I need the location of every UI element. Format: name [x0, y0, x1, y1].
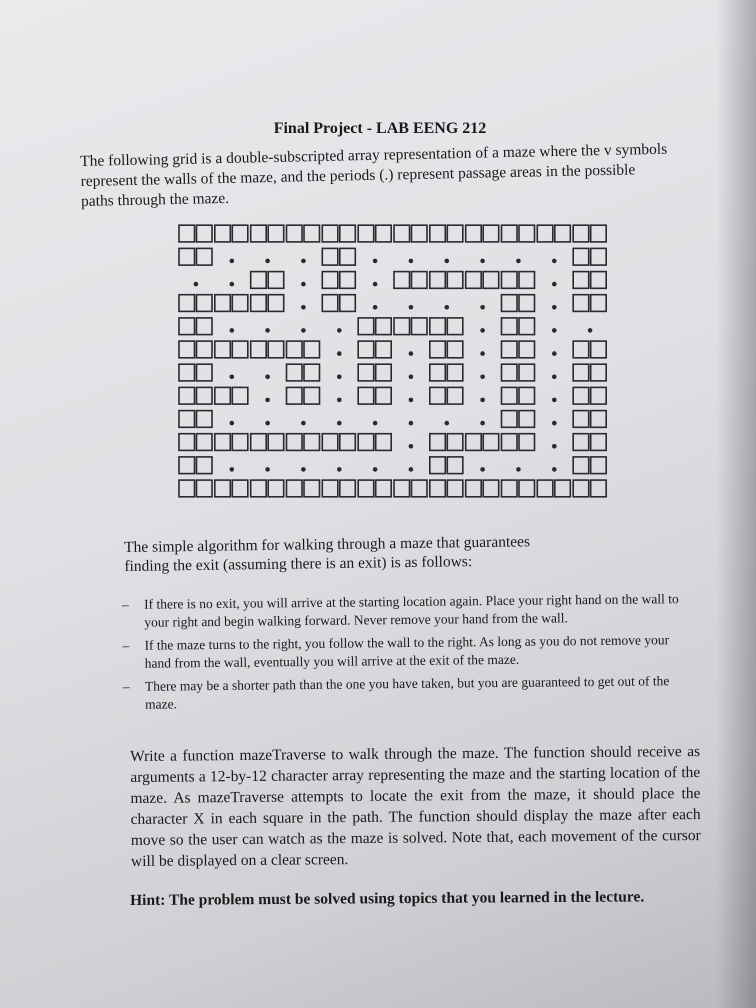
- wall-square-icon: [573, 272, 589, 289]
- wall-square-icon: [447, 387, 463, 404]
- wall-square-icon: [376, 341, 392, 358]
- wall-square-icon: [394, 480, 410, 497]
- passage-dot-icon: [301, 282, 306, 287]
- wall-square-icon: [573, 457, 589, 474]
- passage-dot-icon: [409, 421, 414, 426]
- wall-square-icon: [412, 318, 428, 335]
- passage-dot-icon: [337, 375, 342, 380]
- wall-square-icon: [251, 341, 267, 358]
- wall-square-icon: [502, 295, 518, 312]
- passage-dot-icon: [552, 305, 557, 310]
- wall-square-icon: [197, 411, 213, 428]
- wall-square-icon: [502, 225, 518, 242]
- wall-square-icon: [394, 272, 410, 289]
- wall-square-icon: [430, 272, 446, 289]
- wall-square-icon: [197, 457, 213, 474]
- wall-square-icon: [322, 248, 338, 265]
- wall-square-icon: [322, 480, 338, 497]
- maze-svg: [178, 222, 608, 500]
- wall-square-icon: [197, 434, 213, 451]
- wall-square-icon: [179, 225, 195, 242]
- passage-dot-icon: [480, 375, 485, 380]
- wall-square-icon: [412, 272, 428, 289]
- wall-square-icon: [591, 248, 607, 265]
- wall-square-icon: [573, 248, 589, 265]
- wall-square-icon: [376, 225, 392, 242]
- wall-square-icon: [483, 434, 499, 451]
- wall-square-icon: [466, 272, 482, 289]
- passage-dot-icon: [516, 467, 521, 472]
- passage-dot-icon: [552, 328, 557, 333]
- wall-square-icon: [591, 434, 607, 451]
- passage-dot-icon: [409, 444, 414, 449]
- passage-dot-icon: [552, 398, 557, 403]
- passage-dot-icon: [265, 398, 270, 403]
- passage-dot-icon: [230, 375, 235, 380]
- wall-square-icon: [251, 295, 267, 312]
- wall-square-icon: [287, 434, 303, 451]
- passage-dot-icon: [373, 467, 378, 472]
- passage-dot-icon: [480, 305, 485, 310]
- wall-square-icon: [519, 434, 535, 451]
- wall-square-icon: [591, 387, 607, 404]
- passage-dot-icon: [337, 398, 342, 403]
- passage-dot-icon: [552, 282, 557, 287]
- wall-square-icon: [537, 225, 553, 242]
- passage-dot-icon: [409, 467, 414, 472]
- passage-dot-icon: [552, 421, 557, 426]
- wall-square-icon: [322, 434, 338, 451]
- page-shadow: [716, 0, 756, 1008]
- wall-square-icon: [519, 387, 535, 404]
- wall-square-icon: [197, 480, 213, 497]
- wall-square-icon: [304, 341, 320, 358]
- wall-square-icon: [179, 457, 195, 474]
- passage-dot-icon: [373, 421, 378, 426]
- wall-square-icon: [268, 272, 284, 289]
- wall-square-icon: [573, 341, 589, 358]
- wall-square-icon: [215, 341, 231, 358]
- wall-square-icon: [466, 480, 482, 497]
- wall-square-icon: [358, 225, 374, 242]
- wall-square-icon: [519, 411, 535, 428]
- wall-square-icon: [430, 341, 446, 358]
- wall-square-icon: [483, 480, 499, 497]
- passage-dot-icon: [230, 328, 235, 333]
- wall-square-icon: [376, 480, 392, 497]
- wall-square-icon: [340, 225, 356, 242]
- wall-square-icon: [573, 295, 589, 312]
- passage-dot-icon: [265, 375, 270, 380]
- wall-square-icon: [502, 387, 518, 404]
- wall-square-icon: [179, 411, 195, 428]
- wall-square-icon: [412, 225, 428, 242]
- wall-square-icon: [287, 387, 303, 404]
- wall-square-icon: [519, 364, 535, 381]
- wall-square-icon: [573, 411, 589, 428]
- wall-square-icon: [251, 272, 267, 289]
- wall-square-icon: [215, 434, 231, 451]
- wall-square-icon: [502, 341, 518, 358]
- wall-square-icon: [197, 225, 213, 242]
- wall-square-icon: [232, 387, 248, 404]
- passage-dot-icon: [480, 467, 485, 472]
- wall-square-icon: [197, 295, 213, 312]
- passage-dot-icon: [265, 421, 270, 426]
- passage-dot-icon: [230, 259, 235, 264]
- wall-square-icon: [519, 295, 535, 312]
- wall-square-icon: [179, 387, 195, 404]
- passage-dot-icon: [301, 305, 306, 310]
- wall-square-icon: [179, 341, 195, 358]
- algorithm-intro: The simple algorithm for walking through a maze that guarantees finding the exit (assuming there is an exit) is as follows:: [124, 533, 531, 575]
- wall-square-icon: [519, 480, 535, 497]
- wall-square-icon: [197, 318, 213, 335]
- wall-square-icon: [215, 480, 231, 497]
- wall-square-icon: [502, 480, 518, 497]
- wall-square-icon: [430, 318, 446, 335]
- wall-square-icon: [340, 272, 356, 289]
- passage-dot-icon: [516, 259, 521, 264]
- maze-grid: [178, 222, 608, 500]
- wall-square-icon: [447, 272, 463, 289]
- wall-square-icon: [591, 272, 607, 289]
- passage-dot-icon: [480, 351, 485, 356]
- wall-square-icon: [287, 364, 303, 381]
- wall-square-icon: [555, 225, 571, 242]
- task-paragraph: Write a function mazeTraverse to walk through the maze. The function should receive as arguments a 12-by-12 character array representing the maze and the starting location of the maze. As mazeTraverse attempts to locate the exit from the maze, it should place the character X in each square in the path. The function should display the maze after each move so the user can watch as the maze is solved. Note that, each movement of the cursor will be displayed on a clear screen.: [130, 743, 701, 870]
- passage-dot-icon: [337, 328, 342, 333]
- wall-square-icon: [268, 225, 284, 242]
- wall-square-icon: [591, 295, 607, 312]
- wall-square-icon: [215, 225, 231, 242]
- wall-square-icon: [358, 480, 374, 497]
- wall-square-icon: [466, 225, 482, 242]
- passage-dot-icon: [265, 259, 270, 264]
- wall-square-icon: [232, 434, 248, 451]
- wall-square-icon: [537, 480, 553, 497]
- wall-square-icon: [519, 341, 535, 358]
- wall-square-icon: [412, 480, 428, 497]
- wall-square-icon: [591, 411, 607, 428]
- passage-dot-icon: [373, 259, 378, 264]
- passage-dot-icon: [445, 421, 450, 426]
- wall-square-icon: [358, 434, 374, 451]
- wall-square-icon: [287, 341, 303, 358]
- wall-square-icon: [502, 318, 518, 335]
- wall-square-icon: [483, 272, 499, 289]
- wall-square-icon: [430, 457, 446, 474]
- wall-square-icon: [268, 295, 284, 312]
- wall-square-icon: [447, 318, 463, 335]
- wall-square-icon: [447, 364, 463, 381]
- wall-square-icon: [322, 272, 338, 289]
- passage-dot-icon: [552, 351, 557, 356]
- passage-dot-icon: [409, 351, 414, 356]
- wall-square-icon: [304, 480, 320, 497]
- wall-square-icon: [502, 272, 518, 289]
- wall-square-icon: [430, 364, 446, 381]
- passage-dot-icon: [480, 259, 485, 264]
- wall-square-icon: [591, 225, 607, 242]
- algorithm-step: – There may be a shorter path than the one you have taken, but you are guaranteed to get out of the maze.: [119, 672, 699, 713]
- wall-square-icon: [573, 387, 589, 404]
- passage-dot-icon: [301, 328, 306, 333]
- wall-square-icon: [197, 387, 213, 404]
- wall-square-icon: [268, 480, 284, 497]
- wall-square-icon: [573, 364, 589, 381]
- passage-dot-icon: [552, 467, 557, 472]
- wall-square-icon: [376, 318, 392, 335]
- wall-square-icon: [358, 318, 374, 335]
- wall-square-icon: [179, 364, 195, 381]
- wall-square-icon: [519, 318, 535, 335]
- wall-square-icon: [232, 225, 248, 242]
- wall-square-icon: [447, 480, 463, 497]
- wall-square-icon: [287, 480, 303, 497]
- wall-square-icon: [430, 434, 446, 451]
- wall-square-icon: [179, 318, 195, 335]
- passage-dot-icon: [337, 421, 342, 426]
- wall-square-icon: [502, 364, 518, 381]
- wall-square-icon: [376, 434, 392, 451]
- wall-square-icon: [591, 457, 607, 474]
- wall-square-icon: [447, 341, 463, 358]
- wall-square-icon: [340, 480, 356, 497]
- passage-dot-icon: [337, 351, 342, 356]
- wall-square-icon: [430, 225, 446, 242]
- passage-dot-icon: [480, 328, 485, 333]
- wall-square-icon: [519, 225, 535, 242]
- wall-square-icon: [232, 480, 248, 497]
- passage-dot-icon: [301, 421, 306, 426]
- wall-square-icon: [179, 248, 195, 265]
- wall-square-icon: [287, 225, 303, 242]
- wall-square-icon: [179, 295, 195, 312]
- passage-dot-icon: [480, 398, 485, 403]
- wall-square-icon: [466, 434, 482, 451]
- passage-dot-icon: [301, 259, 306, 264]
- wall-square-icon: [591, 364, 607, 381]
- wall-square-icon: [358, 387, 374, 404]
- passage-dot-icon: [301, 467, 306, 472]
- wall-square-icon: [215, 295, 231, 312]
- wall-square-icon: [502, 434, 518, 451]
- wall-square-icon: [573, 225, 589, 242]
- wall-square-icon: [251, 480, 267, 497]
- wall-square-icon: [591, 341, 607, 358]
- wall-square-icon: [322, 225, 338, 242]
- passage-dot-icon: [445, 305, 450, 310]
- wall-square-icon: [394, 318, 410, 335]
- passage-dot-icon: [588, 328, 593, 333]
- page-title: Final Project - LAB EENG 212: [273, 120, 487, 137]
- passage-dot-icon: [409, 375, 414, 380]
- wall-square-icon: [573, 480, 589, 497]
- wall-square-icon: [430, 387, 446, 404]
- wall-square-icon: [358, 364, 374, 381]
- wall-square-icon: [304, 364, 320, 381]
- wall-square-icon: [197, 248, 213, 265]
- wall-square-icon: [179, 480, 195, 497]
- passage-dot-icon: [265, 328, 270, 333]
- passage-dot-icon: [552, 444, 557, 449]
- wall-square-icon: [340, 248, 356, 265]
- algorithm-step: – If there is no exit, you will arrive at the starting location again. Place your right hand on the wall to your right and begin walking forward. Never remove your hand from the wall.: [118, 590, 698, 631]
- wall-square-icon: [376, 387, 392, 404]
- wall-square-icon: [447, 457, 463, 474]
- passage-dot-icon: [373, 305, 378, 310]
- passage-dot-icon: [409, 398, 414, 403]
- passage-dot-icon: [230, 421, 235, 426]
- passage-dot-icon: [230, 467, 235, 472]
- wall-square-icon: [394, 225, 410, 242]
- wall-square-icon: [179, 434, 195, 451]
- wall-square-icon: [555, 480, 571, 497]
- passage-dot-icon: [409, 259, 414, 264]
- wall-square-icon: [268, 434, 284, 451]
- wall-square-icon: [376, 364, 392, 381]
- passage-dot-icon: [230, 282, 235, 287]
- wall-square-icon: [251, 225, 267, 242]
- passage-dot-icon: [552, 375, 557, 380]
- passage-dot-icon: [552, 259, 557, 264]
- wall-square-icon: [340, 434, 356, 451]
- passage-dot-icon: [409, 305, 414, 310]
- wall-square-icon: [322, 295, 338, 312]
- passage-dot-icon: [265, 467, 270, 472]
- algorithm-step: – If the maze turns to the right, you follow the wall to the right. As long as you do not remove your hand from the wall, eventually you will arrive at the exit of the maze.: [118, 631, 698, 672]
- wall-square-icon: [340, 295, 356, 312]
- wall-square-icon: [573, 434, 589, 451]
- wall-square-icon: [358, 341, 374, 358]
- passage-dot-icon: [194, 282, 199, 287]
- algorithm-steps: [118, 590, 699, 719]
- wall-square-icon: [304, 225, 320, 242]
- wall-square-icon: [197, 341, 213, 358]
- wall-square-icon: [304, 434, 320, 451]
- wall-square-icon: [232, 295, 248, 312]
- passage-dot-icon: [373, 282, 378, 287]
- wall-square-icon: [591, 480, 607, 497]
- wall-square-icon: [502, 411, 518, 428]
- wall-square-icon: [197, 364, 213, 381]
- wall-square-icon: [268, 341, 284, 358]
- passage-dot-icon: [337, 467, 342, 472]
- wall-square-icon: [251, 434, 267, 451]
- passage-dot-icon: [445, 259, 450, 264]
- hint-paragraph: Hint: The problem must be solved using topics that you learned in the lecture.: [130, 888, 645, 909]
- wall-square-icon: [304, 387, 320, 404]
- wall-square-icon: [430, 480, 446, 497]
- wall-square-icon: [447, 434, 463, 451]
- passage-dot-icon: [480, 421, 485, 426]
- wall-square-icon: [232, 341, 248, 358]
- intro-paragraph: The following grid is a double-subscripted array representation of a maze where the v symbols represent the walls of the maze, and the periods (.) represent passage areas in the possible paths through the maze.: [80, 140, 668, 210]
- wall-square-icon: [447, 225, 463, 242]
- wall-square-icon: [215, 387, 231, 404]
- wall-square-icon: [519, 272, 535, 289]
- wall-square-icon: [483, 225, 499, 242]
